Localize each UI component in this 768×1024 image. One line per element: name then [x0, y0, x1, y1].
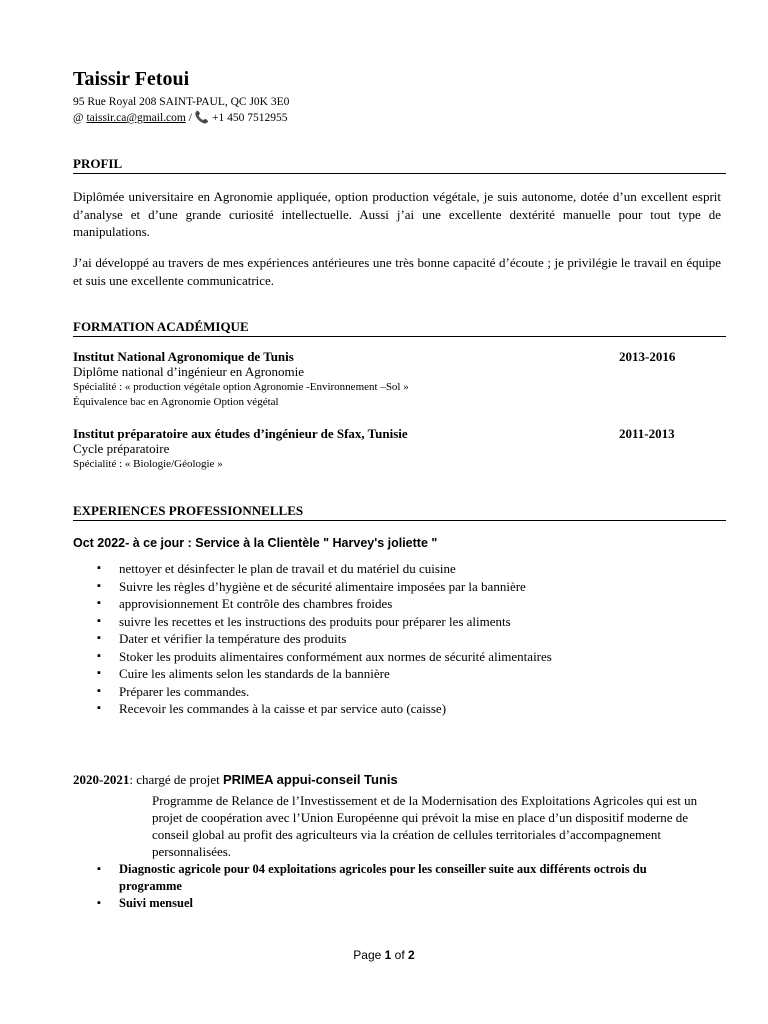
page-label: Page [353, 948, 385, 962]
section-title-experiences: EXPERIENCES PROFESSIONNELLES [73, 503, 304, 518]
section-divider [73, 336, 726, 337]
degree-name: Diplôme national d’ingénieur en Agronomie [73, 364, 305, 379]
phone-number: +1 450 7512955 [212, 112, 288, 124]
current-page: 1 [384, 948, 392, 962]
list-item: ▪ Préparer les commandes. [95, 683, 552, 701]
mission-list [95, 861, 695, 912]
candidate-name: Taissir Fetoui [73, 68, 190, 90]
education-detail: Spécialité : « Biologie/Géologie » [73, 458, 223, 470]
job-years: 2020-2021 [73, 772, 130, 787]
education-dates: 2011-2013 [619, 426, 675, 441]
job-role: : chargé de projet [129, 772, 223, 787]
education-detail: Spécialité : « production végétale option Agronomie -Environnement –Sol » [73, 381, 409, 393]
section-divider [73, 520, 726, 521]
education-dates: 2013-2016 [619, 349, 676, 364]
section-title-profil: PROFIL [73, 156, 123, 171]
profil-paragraph: J’ai développé au travers de mes expériences antérieures une très bonne capacité d’écoute ; je privilégie le travail en équipe et suis une excellente communicatrice. [73, 255, 721, 288]
email-icon: @ [73, 112, 84, 124]
job-heading: Oct 2022- à ce jour : Service à la Clientèle " Harvey's joliette " [73, 536, 438, 550]
list-item: ▪ Suivi mensuel [95, 895, 695, 912]
list-item: ▪ nettoyer et désinfecter le plan de travail et du matériel du cuisine [95, 560, 552, 578]
contact-separator: / [185, 112, 195, 124]
list-item: ▪ suivre les recettes et les instructions des produits pour préparer les aliments [95, 613, 552, 631]
list-item: ▪ Dater et vérifier la température des produits [95, 630, 552, 648]
list-item: ▪ Stoker les produits alimentaires conformément aux normes de sécurité alimentaires [95, 648, 552, 666]
phone-icon: 📞 [194, 112, 210, 124]
section-title-formation: FORMATION ACADÉMIQUE [73, 319, 249, 334]
page-footer [0, 948, 768, 962]
list-item: ▪ Recevoir les commandes à la caisse et par service auto (caisse) [95, 700, 552, 718]
email-link[interactable]: taissir.ca@gmail.com [86, 112, 186, 124]
education-detail: Équivalence bac en Agronomie Option végétal [73, 396, 279, 408]
contact-line [73, 110, 288, 124]
address: 95 Rue Royal 208 SAINT-PAUL, QC J0K 3E0 [73, 96, 290, 108]
project-name: PRIMEA appui-conseil Tunis [222, 772, 398, 787]
list-item: ▪ Suivre les règles d’hygiène et de sécurité alimentaire imposées par la bannière [95, 578, 552, 596]
list-item: ▪ Diagnostic agricole pour 04 exploitations agricoles pour les conseiller suite aux différents octrois du programme [95, 861, 695, 895]
list-item: ▪ approvisionnement Et contrôle des chambres froides [95, 595, 552, 613]
project-description: Programme de Relance de l’Investissement et de la Modernisation des Exploitations Agricoles qui est un projet de coopération avec l’Union Européenne qui prévoit la mise en place d’un dispositif moderne de conseil global au profit des agriculteurs via la création de cellules territoriales d’accompagnement personnalisées. [152, 793, 698, 859]
degree-name: Cycle préparatoire [73, 441, 170, 456]
of-label: of [391, 948, 409, 962]
job-heading [73, 772, 398, 788]
institution-name: Institut préparatoire aux études d’ingénieur de Sfax, Tunisie [73, 426, 408, 441]
institution-name: Institut National Agronomique de Tunis [73, 349, 294, 364]
section-divider [73, 173, 726, 174]
task-list [95, 560, 552, 718]
profil-paragraph: Diplômée universitaire en Agronomie appliquée, option production végétale, je suis autonome, dotée d’un excellent esprit d’analyse et d’une grande curiosité intellectuelle. Aussi j’ai une excellente dextérité manuelle pour tout type de manipulations. [73, 189, 721, 239]
list-item: ▪ Cuire les aliments selon les standards de la bannière [95, 665, 552, 683]
total-pages: 2 [408, 948, 415, 962]
